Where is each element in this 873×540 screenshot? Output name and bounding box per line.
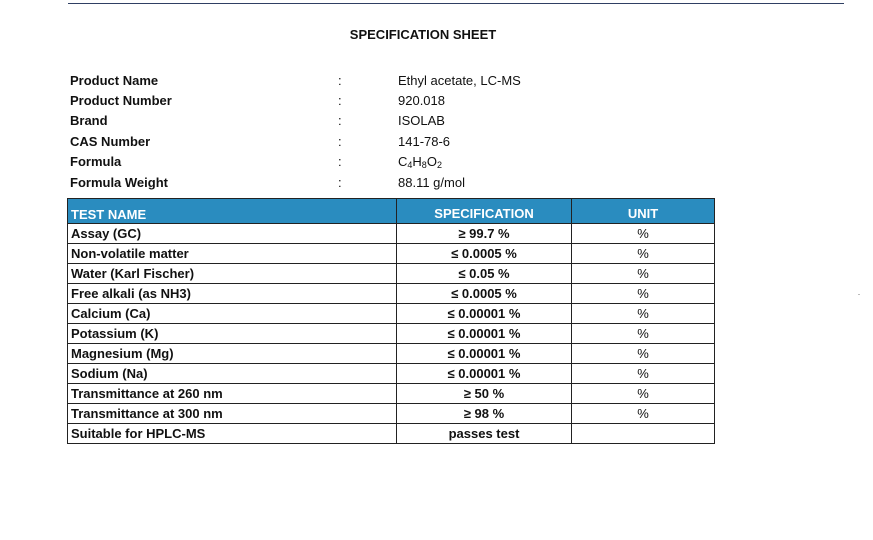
info-separator: :	[338, 154, 342, 170]
formula-value	[398, 152, 521, 172]
table-row	[68, 424, 715, 444]
info-label: Brand	[70, 113, 108, 129]
test-name: Potassium (K)	[68, 324, 397, 344]
info-separator: :	[338, 93, 342, 109]
test-unit: %	[572, 284, 715, 304]
info-separator: :	[338, 133, 342, 149]
info-value: Ethyl acetate, LC-MS	[398, 72, 521, 88]
table-row	[68, 404, 715, 424]
info-value: ISOLAB	[398, 113, 445, 129]
test-name: Water (Karl Fischer)	[68, 264, 397, 284]
test-name: Suitable for HPLC-MS	[68, 424, 397, 444]
table-row	[68, 344, 715, 364]
test-name: Assay (GC)	[68, 224, 397, 244]
test-unit: %	[572, 364, 715, 384]
test-spec: ≤ 0.0005 %	[397, 284, 572, 304]
table-row	[68, 244, 715, 264]
test-spec: ≤ 0.0005 %	[397, 244, 572, 264]
info-separator: :	[338, 113, 342, 129]
table-header-row	[68, 199, 715, 224]
test-spec: ≤ 0.00001 %	[397, 324, 572, 344]
info-label: Formula Weight	[70, 174, 168, 190]
test-unit: %	[572, 384, 715, 404]
info-label: Product Name	[70, 72, 159, 88]
header-test-name: TEST NAME	[68, 199, 397, 224]
test-name: Free alkali (as NH3)	[68, 284, 397, 304]
table-row	[68, 284, 715, 304]
formula-subscript: 8	[421, 160, 427, 171]
info-value: 141-78-6	[398, 133, 451, 149]
info-label: Formula	[70, 154, 122, 170]
test-unit: %	[572, 224, 715, 244]
test-name: Non-volatile matter	[68, 244, 397, 264]
test-name: Calcium (Ca)	[68, 304, 397, 324]
table-row	[68, 304, 715, 324]
test-unit	[572, 424, 715, 444]
test-unit: %	[572, 244, 715, 264]
table-row	[68, 364, 715, 384]
test-name: Sodium (Na)	[68, 364, 397, 384]
top-rule	[68, 3, 844, 4]
formula-subscript: 2	[436, 160, 442, 171]
test-spec: passes test	[397, 424, 572, 444]
test-spec: ≤ 0.00001 %	[397, 304, 572, 324]
test-spec: ≥ 50 %	[397, 384, 572, 404]
test-spec: ≤ 0.05 %	[397, 264, 572, 284]
test-unit: %	[572, 344, 715, 364]
info-label: Product Number	[70, 93, 172, 109]
test-spec: ≤ 0.00001 %	[397, 364, 572, 384]
info-row	[70, 131, 521, 151]
info-row	[70, 111, 521, 131]
info-row	[70, 70, 521, 90]
info-value: 920.018	[398, 93, 445, 109]
test-spec: ≥ 99.7 %	[397, 224, 572, 244]
scan-speck	[858, 294, 860, 295]
table-row	[68, 224, 715, 244]
test-unit: %	[572, 264, 715, 284]
info-separator: :	[338, 174, 342, 190]
table-row	[68, 384, 715, 404]
table-row	[68, 264, 715, 284]
formula-subscript: 4	[407, 160, 413, 171]
product-info	[70, 70, 521, 192]
table-row	[68, 324, 715, 344]
header-specification: SPECIFICATION	[397, 199, 572, 224]
info-row	[70, 172, 521, 192]
test-unit: %	[572, 324, 715, 344]
formula-part: C	[398, 154, 408, 170]
formula-part: O	[426, 154, 437, 170]
info-value: 88.11 g/mol	[398, 174, 465, 190]
header-unit: UNIT	[572, 199, 715, 224]
info-separator: :	[338, 72, 342, 88]
test-spec: ≥ 98 %	[397, 404, 572, 424]
test-spec: ≤ 0.00001 %	[397, 344, 572, 364]
test-name: Transmittance at 300 nm	[68, 404, 397, 424]
info-row	[70, 90, 521, 110]
test-unit: %	[572, 404, 715, 424]
info-row	[70, 152, 521, 172]
document-title: SPECIFICATION SHEET	[349, 27, 497, 42]
test-name: Transmittance at 260 nm	[68, 384, 397, 404]
test-unit: %	[572, 304, 715, 324]
info-label: CAS Number	[70, 133, 151, 149]
formula-part: H	[412, 154, 422, 170]
test-name: Magnesium (Mg)	[68, 344, 397, 364]
specification-table	[67, 198, 715, 444]
